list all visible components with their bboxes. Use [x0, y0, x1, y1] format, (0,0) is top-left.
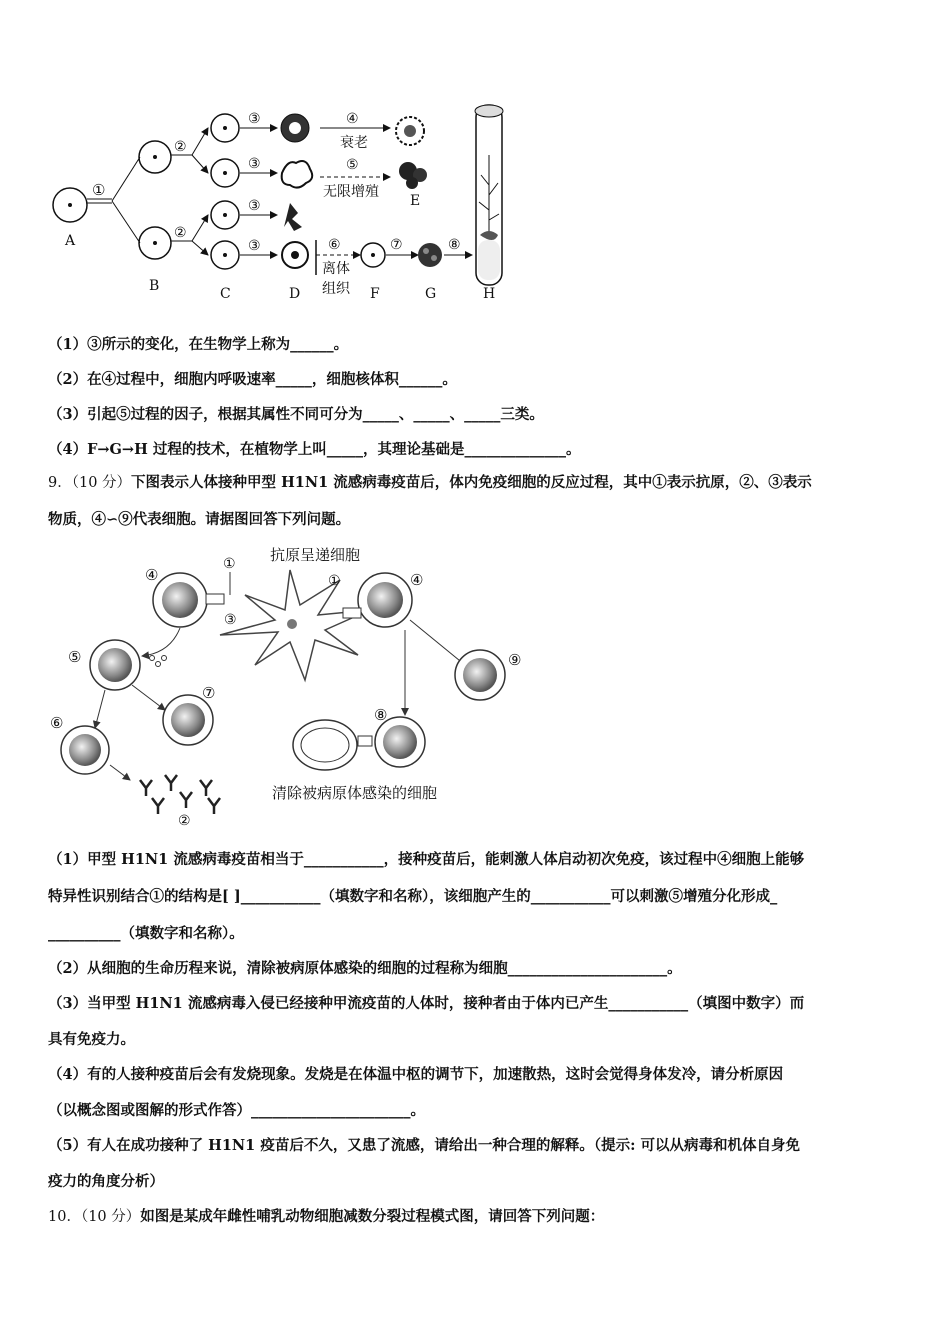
svg-text:①: ① [328, 573, 341, 589]
svg-text:⑤: ⑤ [68, 648, 82, 666]
q9-part2: （2）从细胞的生命历程来说，清除被病原体感染的细胞的过程称为细胞______________________。 [48, 960, 682, 977]
q9-part1-line2: 特异性识别结合①的结构是[ ]___________（填数字和名称），该细胞产生的___________可以刺激⑤增殖分化形成_ [48, 888, 778, 905]
q8-part2: （2）在④过程中，细胞内呼吸速率_____，细胞核体积______。 [48, 371, 457, 388]
svg-text:⑥: ⑥ [50, 714, 64, 732]
q10-stem-text: 如图是某成年雌性哺乳动物细胞减数分裂过程模式图，请回答下列问题： [140, 1208, 605, 1225]
q9-part5-line1: （5）有人在成功接种了 H1N1 疫苗后不久，又患了流感，请给出一种合理的解释。（提示: 可以从病毒和机体自身免 [48, 1137, 800, 1154]
immune-response-diagram [40, 540, 540, 830]
svg-text:⑨: ⑨ [508, 651, 522, 669]
q8-part4: （4）F→G→H 过程的技术，在植物学上叫_____，其理论基础是______________。 [48, 441, 581, 458]
q9-part1-line3: __________（填数字和名称）。 [48, 925, 244, 942]
cell-d-3 [284, 203, 302, 231]
q10-stem [48, 1207, 910, 1227]
svg-text:②: ② [174, 225, 187, 241]
svg-text:⑧: ⑧ [448, 237, 461, 253]
svg-text:②: ② [174, 139, 187, 155]
q9-stem-line2: 物质，④∽⑨代表细胞。请据图回答下列问题。 [48, 511, 351, 528]
label-c: C [220, 286, 231, 302]
cancer-cell-cluster [399, 162, 427, 189]
svg-text:④: ④ [346, 111, 359, 127]
svg-text:①: ① [223, 556, 236, 572]
svg-text:②: ② [178, 813, 191, 829]
svg-text:④: ④ [145, 566, 159, 584]
q9-part4-line2: （以概念图或图解的形式作答）______________________。 [48, 1102, 425, 1119]
q9-part3-line1: （3）当甲型 H1N1 流感病毒入侵已经接种甲流疫苗的人体时，接种者由于体内已产生___________（填图中数字）而 [48, 995, 805, 1012]
svg-text:③: ③ [248, 156, 261, 172]
test-tube-plantlet [475, 105, 503, 285]
cell-d-2 [282, 161, 313, 188]
label-b: B [149, 278, 160, 294]
svg-text:⑥: ⑥ [328, 237, 341, 253]
label-e: E [410, 193, 421, 209]
svg-text:③: ③ [248, 111, 261, 127]
apc-label: 抗原呈递细胞 [270, 546, 361, 564]
clear-infected-label: 清除被病原体感染的细胞 [272, 784, 438, 802]
label-f: F [370, 286, 380, 302]
cell-development-diagram [40, 95, 560, 310]
label-g: G [425, 286, 437, 302]
label-d: D [289, 286, 301, 302]
svg-text:④: ④ [410, 571, 424, 589]
svg-text:离体: 离体 [322, 261, 350, 277]
q9-part5-line2: 疫力的角度分析） [48, 1173, 164, 1190]
q9-stem-text: 下图表示人体接种甲型 H1N1 流感病毒疫苗后，体内免疫细胞的反应过程，其中①表示抗原，②、③表示 [131, 474, 812, 491]
q9-stem-line1 [48, 473, 910, 493]
svg-text:③: ③ [224, 612, 237, 628]
svg-text:组织: 组织 [322, 281, 350, 297]
svg-text:③: ③ [248, 238, 261, 254]
q9-number: 9．（10 分） [48, 475, 132, 491]
svg-text:⑤: ⑤ [346, 157, 359, 173]
label-h: H [483, 286, 496, 302]
callus-g [418, 243, 442, 267]
svg-text:衰老: 衰老 [340, 135, 368, 151]
q9-part4-line1: （4）有的人接种疫苗后会有发烧现象。发烧是在体温中枢的调节下，加速散热，这时会觉得身体发冷，请分析原因 [48, 1066, 784, 1083]
q8-part1: （1）③所示的变化，在生物学上称为______。 [48, 336, 349, 353]
q9-part3-line2: 具有免疫力。 [48, 1031, 135, 1048]
svg-text:⑦: ⑦ [390, 237, 403, 253]
label-a: A [65, 233, 76, 249]
q10-number: 10．（10 分） [48, 1209, 141, 1225]
antibodies [140, 775, 220, 814]
svg-text:无限增殖: 无限增殖 [323, 184, 379, 200]
svg-text:⑦: ⑦ [202, 684, 216, 702]
svg-text:①: ① [92, 181, 106, 199]
q8-part3: （3）引起⑤过程的因子，根据其属性不同可分为_____、_____、_____三类。 [48, 406, 544, 423]
svg-text:⑧: ⑧ [374, 706, 388, 724]
q9-part1-line1: （1）甲型 H1N1 流感病毒疫苗相当于___________，接种疫苗后，能刺激人体启动初次免疫，该过程中④细胞上能够 [48, 851, 805, 868]
svg-text:③: ③ [248, 198, 261, 214]
